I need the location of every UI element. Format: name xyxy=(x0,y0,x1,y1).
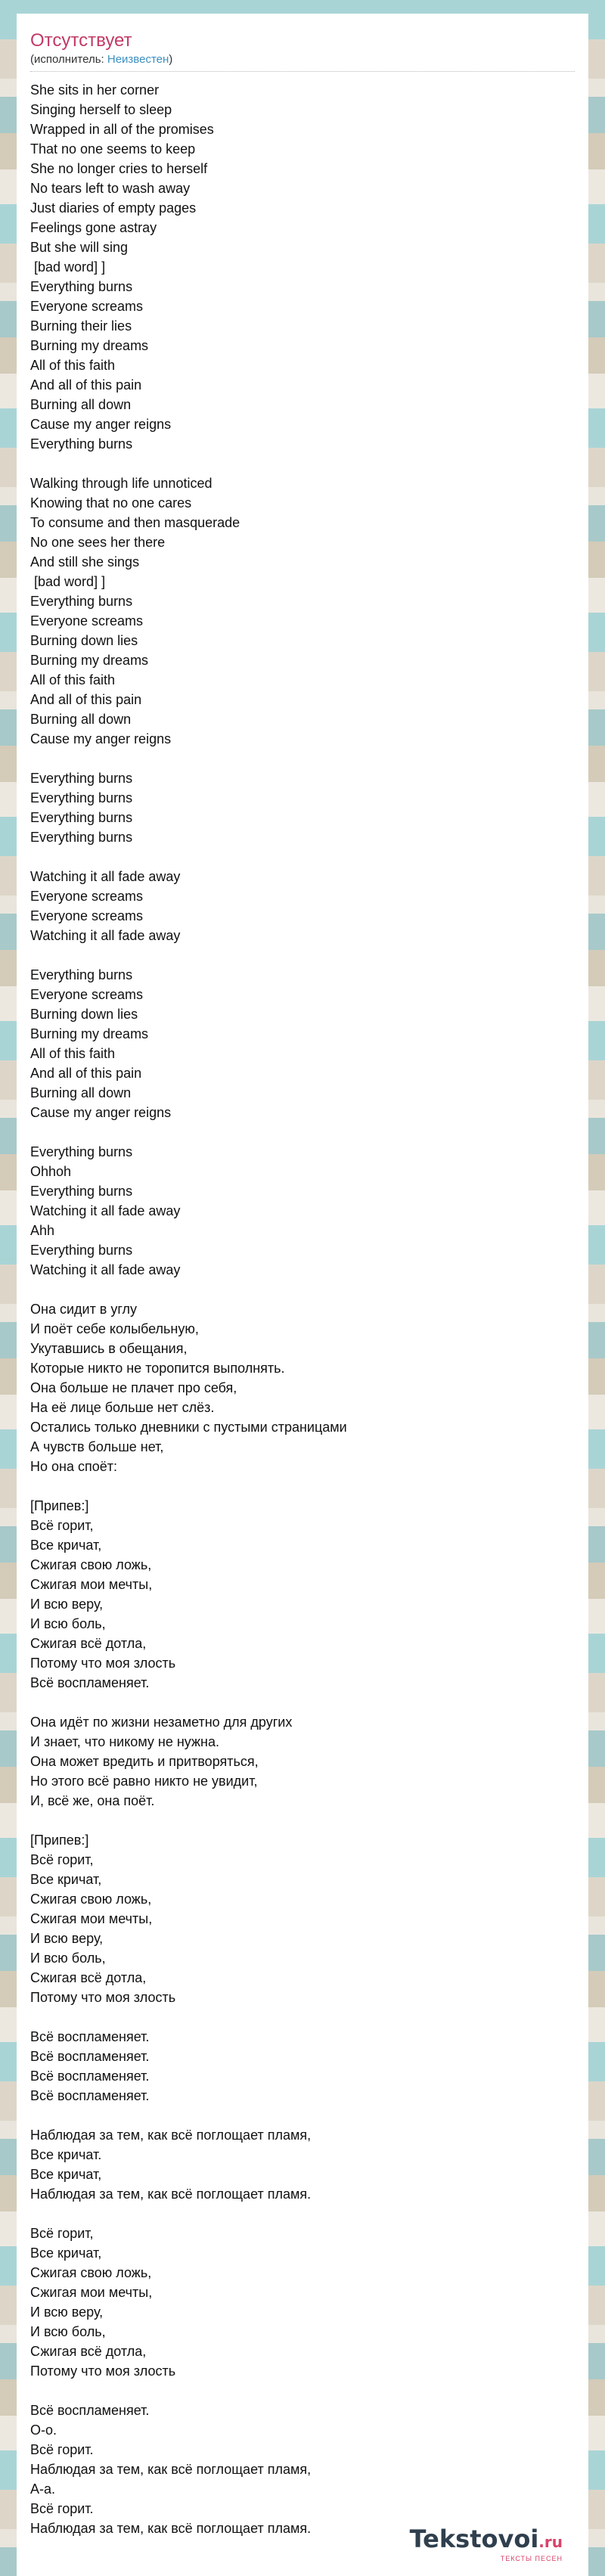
logo-tld: .ru xyxy=(538,2533,563,2551)
performer-prefix: (исполнитель: xyxy=(30,53,107,66)
performer-line xyxy=(30,53,172,67)
logo-tagline: ТЕКСТЫ ПЕСЕН xyxy=(500,2555,563,2562)
logo-wordmark xyxy=(410,2526,563,2555)
site-logo[interactable] xyxy=(410,2526,563,2562)
title-divider xyxy=(30,71,575,72)
logo-name: Tekstovoi xyxy=(409,2525,539,2553)
song-title: Отсутствует xyxy=(30,30,132,51)
performer-suffix: ) xyxy=(169,53,173,66)
lyrics-text: She sits in her corner Singing herself to sleep Wrapped in all of the promises That no one seems to keep She no longer cries to herself No tears left to wash away Just diaries of empty pages Feelings gone astray But she will sing [bad word] ] Everything burns Everyone screams Burning their lies Burning my dreams All of this faith And all of this pain Burning all down Cause my anger reigns Everything burns Walking through life unnoticed Knowing that no one cares To consume and then masquerade No one sees her there And still she sings [bad word] ] Everything burns Everyone screams Burning down lies Burning my dreams All of this faith And all of this pain Burning all down Cause my anger reigns Everything burns Everything burns Everything burns Everything burns Watching it all fade away Everyone screams Everyone screams Watching it all fade away Everything burns Everyone screams Burning down lies Burning my dreams All of this faith And all of this pain Burning all down Cause my anger reigns Everything burns Ohhoh Everything burns Watching it all fade away Ahh Everything burns Watching it all fade away Она сидит в углу И поёт себе колыбельную, Укутавшись в обещания, Которые никто не торопится выполнять. Она больше не плачет про себя, На её лице больше нет слёз. Остались только дневники с пустыми страницами А чувств больше нет, Но она споёт: [Припев:] Всё горит, Все кричат, Сжигая свою ложь, Сжигая мои мечты, И всю веру, И всю боль, Сжигая всё дотла, Потому что моя злость Всё воспламеняет. Она идёт по жизни незаметно для других И знает, что никому не нужна. Она может вредить и притворяться, Но этого всё равно никто не увидит, И, всё же, она поёт. [Припев:] Всё горит, Все кричат, Сжигая свою ложь, Сжигая мои мечты, И всю веру, И всю боль, Сжигая всё дотла, Потому что моя злость Всё воспламеняет. Всё воспламеняет. Всё воспламеняет. Всё воспламеняет. Наблюдая за тем, как всё поглощает пламя, Все кричат. Все кричат, Наблюдая за тем, как всё поглощает пламя. Всё горит, Все кричат, Сжигая свою ложь, Сжигая мои мечты, И всю веру, И всю боль, Сжигая всё дотла, Потому что моя злость Всё воспламеняет. О-о. Всё горит. Наблюдая за тем, как всё поглощает пламя, А-а. Всё горит. Наблюдая за тем, как всё поглощает пламя. xyxy=(30,82,347,2536)
lyrics-card xyxy=(17,14,588,2576)
artist-link[interactable]: Неизвестен xyxy=(107,53,169,66)
